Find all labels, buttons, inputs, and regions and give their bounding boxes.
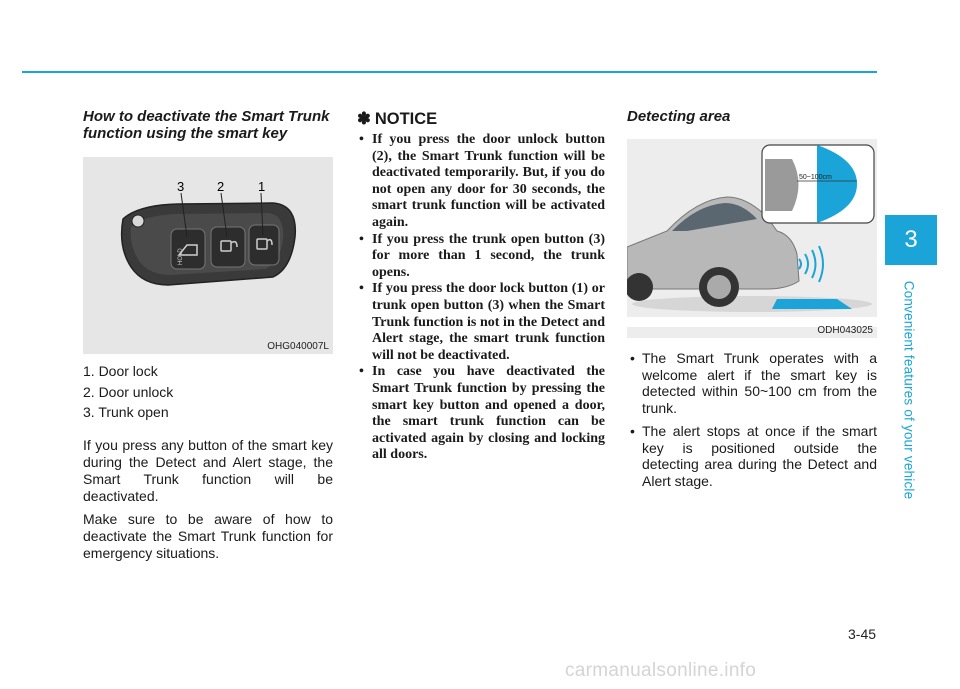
list-item: • The alert stops at once if the smart key is positioned outside the detecting area during the Detect and Alert stage. [627, 423, 877, 489]
detecting-area-figure [627, 139, 877, 338]
callout-2: 2 [217, 179, 225, 194]
list-item: • If you press the trunk open button (3) for more than 1 second, the trunk opens. [357, 232, 605, 282]
car-detection-illustration [627, 139, 877, 338]
section-heading-detecting-area: Detecting area [627, 108, 731, 125]
paragraph: If you press any button of the smart key during the Detect and Alert stage, the Smart Trunk function will be deactivated. [83, 436, 333, 504]
list-item: • If you press the door lock button (1) or trunk open button (3) when the Smart Trunk function is not in the Detect and Alert stage, the smart trunk function will not be deactivated. [357, 281, 605, 364]
figure-code: OHG040007L [267, 341, 329, 352]
list-item: 3. Trunk open [83, 404, 169, 420]
chapter-number: 3 [904, 226, 918, 253]
header-rule [22, 71, 877, 73]
chapter-title-vertical [895, 270, 923, 510]
paragraph: Make sure to be aware of how to deactivate the Smart Trunk function for emergency situations. [83, 510, 333, 561]
column-middle [357, 108, 605, 464]
list-item: • In case you have deactivated the Smart Trunk function by pressing the smart key button and opened a door, the smart trunk function can be activated again by closing and locking all doors. [357, 364, 605, 464]
notice-title-text: NOTICE [374, 110, 438, 128]
watermark: carmanualsonline.info [565, 660, 757, 681]
smart-key-figure [83, 157, 333, 354]
notice-symbol-icon: ✽ [357, 110, 371, 128]
list-item: • If you press the door unlock button (2), the Smart Trunk function will be deactivated temporarily. But, if you do not open any door for 30 seconds, the smart trunk function will be activated again. [357, 132, 605, 232]
column-left [83, 108, 333, 562]
figure-code: ODH043025 [817, 325, 873, 336]
callout-1: 1 [258, 179, 266, 194]
notice-list [357, 132, 605, 464]
list-item: • The Smart Trunk operates with a welcome alert if the smart key is detected within 50~100 cm from the trunk. [627, 350, 877, 416]
callout-3: 3 [177, 179, 185, 194]
chapter-tab [885, 215, 937, 265]
button-legend [83, 361, 333, 423]
hold-label: HOLD [178, 248, 184, 265]
notice-title [357, 108, 605, 130]
page-number: 3-45 [848, 626, 877, 642]
list-item: 2. Door unlock [83, 383, 174, 400]
section-heading-deactivate: How to deactivate the Smart Trunk function using the smart key [83, 108, 330, 142]
smart-key-illustration [83, 157, 333, 354]
list-item: 1. Door lock [83, 363, 158, 379]
chapter-title: Convenient features of your vehicle [901, 280, 917, 500]
range-label: 50~100cm [799, 174, 832, 181]
detecting-bullets [627, 350, 877, 489]
column-right [627, 108, 877, 496]
